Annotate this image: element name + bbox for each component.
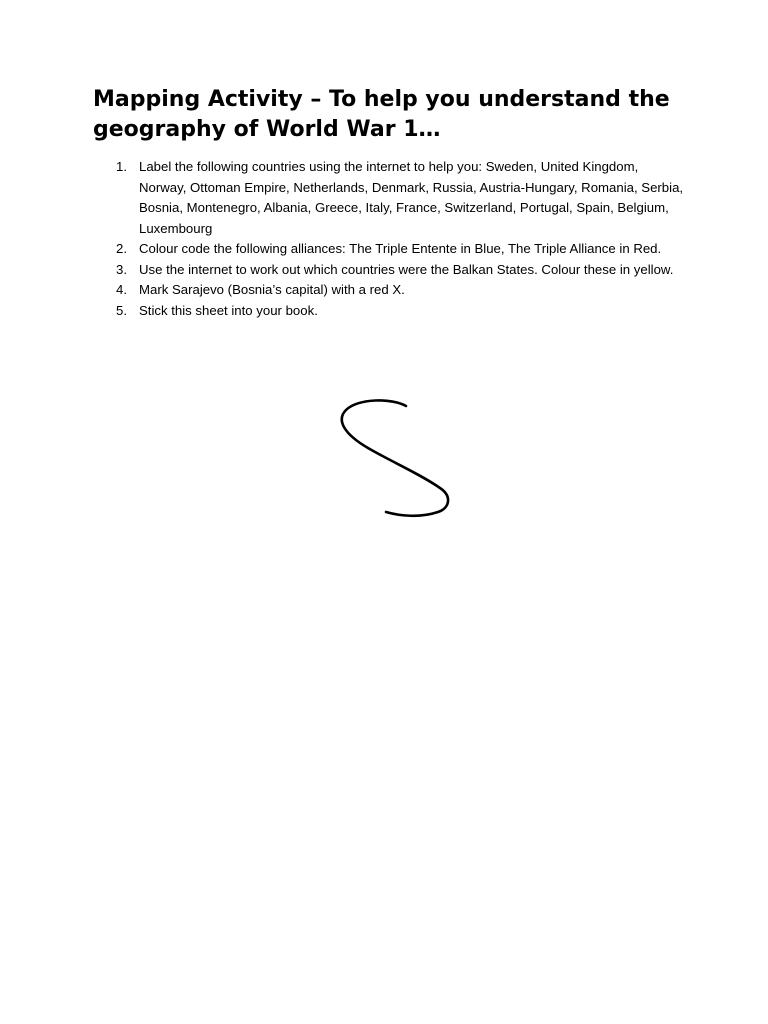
handwritten-s-scribble <box>330 390 460 530</box>
instruction-item <box>116 280 684 301</box>
instruction-item <box>116 260 684 281</box>
instruction-list <box>116 157 684 321</box>
instruction-text: Use the internet to work out which countries were the Balkan States. Colour these in yellow. <box>139 261 674 277</box>
instruction-text: Mark Sarajevo (Bosnia’s capital) with a red X. <box>139 282 405 297</box>
instruction-number: 2. <box>116 241 127 256</box>
instruction-number: 4. <box>116 282 127 297</box>
instruction-number: 3. <box>116 261 127 277</box>
instruction-item <box>116 157 684 239</box>
instruction-number: 1. <box>116 159 127 174</box>
scribble-stroke <box>342 400 448 515</box>
instruction-item <box>116 239 684 260</box>
page-title: Mapping Activity – To help you understand the geography of World War 1… <box>93 87 670 142</box>
instruction-text: Colour code the following alliances: The Triple Entente in Blue, The Triple Alliance in Red. <box>139 241 662 256</box>
instruction-text: Label the following countries using the internet to help you: Sweden, United Kingdom, Norway, Ottoman Empire, Netherlands, Denmark, Russia, Austria-Hungary, Romania, Serbia, Bosnia, Montenegro, Albania, Greece, Italy, France, Switzerland, Portugal, Spain, Belgium, Luxembourg <box>139 159 684 236</box>
instruction-item <box>116 301 684 322</box>
instruction-number: 5. <box>116 302 127 318</box>
instruction-text: Stick this sheet into your book. <box>139 302 318 318</box>
